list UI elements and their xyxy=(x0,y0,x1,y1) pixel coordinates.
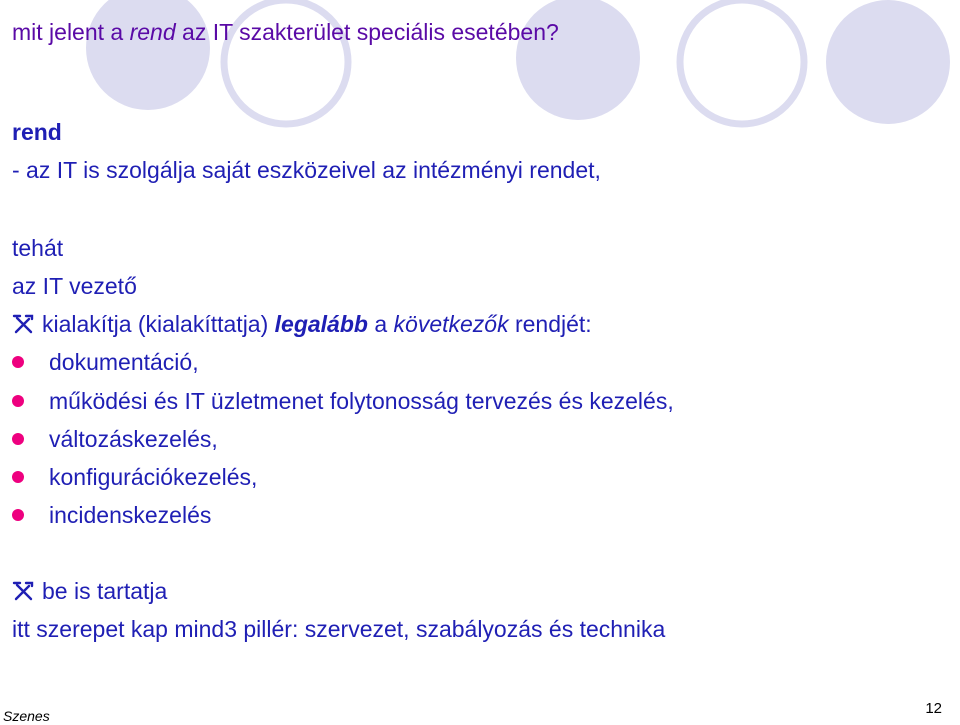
deco-circle-outline-2 xyxy=(680,0,804,124)
line4-part-italic: következők xyxy=(393,311,509,337)
bullet-dot-icon xyxy=(12,433,24,445)
bullet-dot-icon xyxy=(12,509,24,521)
title-part-1: mit jelent a xyxy=(12,19,130,45)
deco-circle-filled-1 xyxy=(86,0,210,110)
deco-circle-filled-3 xyxy=(826,0,950,124)
page-number: 12 xyxy=(925,700,942,717)
bullet-dot-icon xyxy=(12,395,24,407)
text-line-3: az IT vezető xyxy=(12,273,137,299)
line4-part-1: kialakítja (kialakíttatja) xyxy=(42,311,275,337)
line4-part-bold-italic: legalább xyxy=(274,311,368,337)
text-line-6: itt szerepet kap mind3 pillér: szervezet, szabályozás és technika xyxy=(12,616,666,642)
text-line-2: tehát xyxy=(12,235,64,261)
section-heading: rend xyxy=(12,119,62,145)
slide-title xyxy=(12,18,559,46)
line5-text: be is tartatja xyxy=(42,578,168,604)
list-item xyxy=(12,387,674,415)
line4-part-3: a xyxy=(367,311,394,337)
tools-icon xyxy=(12,313,36,335)
footer-author: Szenes xyxy=(3,708,50,724)
line4-part-5: rendjét: xyxy=(508,311,592,337)
list-item-text: változáskezelés, xyxy=(49,426,218,452)
tools-icon xyxy=(12,580,36,602)
list-item-text: konfigurációkezelés, xyxy=(49,464,258,490)
bullet-dot-icon xyxy=(12,471,24,483)
list-item xyxy=(12,425,218,453)
list-item xyxy=(12,501,211,529)
list-item xyxy=(12,348,199,376)
list-item-text: működési és IT üzletmenet folytonosság tervezés és kezelés, xyxy=(49,388,674,414)
list-item-text: incidenskezelés xyxy=(49,502,212,528)
title-part-3: az IT szakterület speciális esetében? xyxy=(175,19,559,45)
text-line-1: - az IT is szolgálja saját eszközeivel az intézményi rendet, xyxy=(12,157,601,183)
text-line-5 xyxy=(12,577,167,605)
bullet-dot-icon xyxy=(12,356,24,368)
text-line-4 xyxy=(12,310,592,338)
list-item xyxy=(12,463,257,491)
list-item-text: dokumentáció, xyxy=(49,349,199,375)
title-part-italic: rend xyxy=(129,19,176,45)
